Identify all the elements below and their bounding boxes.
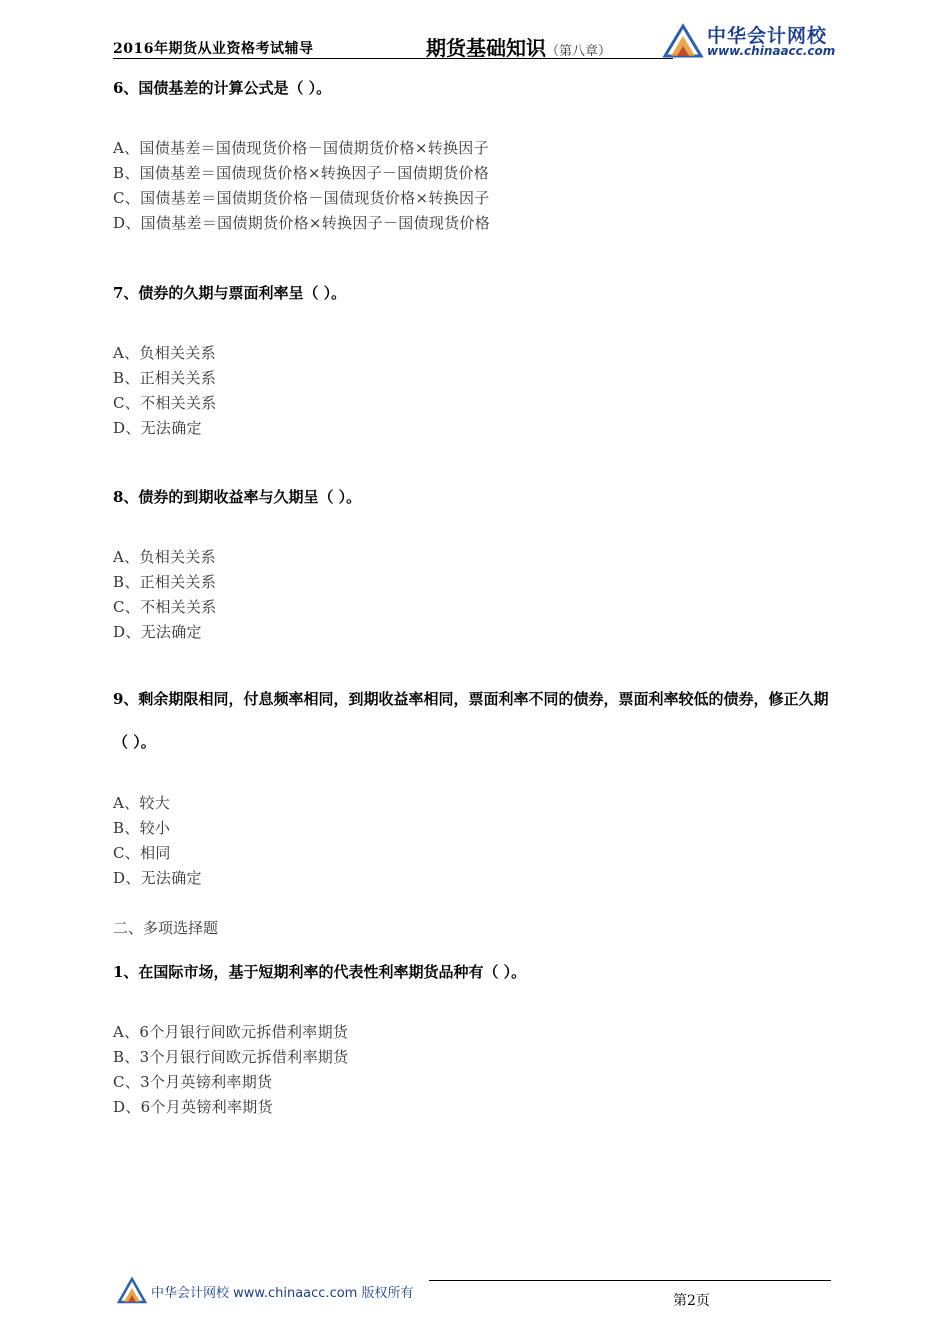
question-7-option-d: D、无法确定 — [113, 419, 202, 437]
question-9: 9、剩余期限相同，付息频率相同，到期收益率相同，票面利率不同的债券，票面利率较低的债券，修正久期（ ）。 — [113, 690, 829, 751]
question-6-option-b: B、国债基差＝国债现货价格×转换因子－国债期货价格 — [113, 164, 490, 182]
question-7: 7、债券的久期与票面利率呈（ ）。 — [113, 284, 347, 302]
footer-rule — [429, 1280, 831, 1281]
page-footer — [113, 1270, 835, 1310]
logo-url: www.chinaacc.com — [707, 44, 836, 58]
header-title-block — [426, 32, 611, 61]
question-8-option-b: B、正相关关系 — [113, 573, 217, 591]
question-8-option-c: C、不相关关系 — [113, 598, 217, 616]
question-8: 8、债券的到期收益率与久期呈（ ）。 — [113, 488, 362, 506]
multi-question-1-option-a: A、6个月银行间欧元拆借利率期货 — [113, 1023, 349, 1041]
footer-logo-icon — [117, 1276, 147, 1304]
page-number: 第2页 — [673, 1293, 710, 1309]
question-6-option-c: C、国债基差＝国债期货价格－国债现货价格×转换因子 — [113, 189, 490, 207]
question-9-option-a: A、较大 — [113, 794, 171, 812]
chinaacc-logo — [661, 20, 841, 62]
question-6-option-d: D、国债基差＝国债期货价格×转换因子－国债现货价格 — [113, 214, 491, 232]
question-8-option-d: D、无法确定 — [113, 623, 202, 641]
logo-triangle-icon — [661, 20, 705, 60]
multi-question-1-option-c: C、3个月英镑利率期货 — [113, 1073, 273, 1091]
question-7-option-c: C、不相关关系 — [113, 394, 217, 412]
page-header — [113, 20, 835, 62]
question-9-option-b: B、较小 — [113, 819, 171, 837]
section-multiple-choice-title: 二、多项选择题 — [113, 919, 219, 937]
header-rule — [113, 58, 673, 59]
question-9-option-c: C、相同 — [113, 844, 171, 862]
header-title: 期货基础知识 — [426, 36, 546, 60]
multi-question-1-option-b: B、3个月银行间欧元拆借利率期货 — [113, 1048, 349, 1066]
question-8-option-a: A、负相关关系 — [113, 548, 216, 566]
header-chapter: （第八章） — [546, 44, 612, 59]
question-6: 6、国债基差的计算公式是（ ）。 — [113, 79, 332, 97]
question-7-option-a: A、负相关关系 — [113, 344, 216, 362]
question-9-option-d: D、无法确定 — [113, 869, 202, 887]
footer-copyright: 中华会计网校 www.chinaacc.com 版权所有 — [151, 1286, 414, 1301]
multi-question-1: 1、在国际市场，基于短期利率的代表性利率期货品种有（ ）。 — [113, 963, 527, 981]
question-7-option-b: B、正相关关系 — [113, 369, 217, 387]
question-6-option-a: A、国债基差＝国债现货价格－国债期货价格×转换因子 — [113, 139, 489, 157]
multi-question-1-option-d: D、6个月英镑利率期货 — [113, 1098, 273, 1116]
logo-chinese-name: 中华会计网校 — [707, 25, 828, 47]
header-course-label: 2016年期货从业资格考试辅导 — [113, 41, 314, 57]
